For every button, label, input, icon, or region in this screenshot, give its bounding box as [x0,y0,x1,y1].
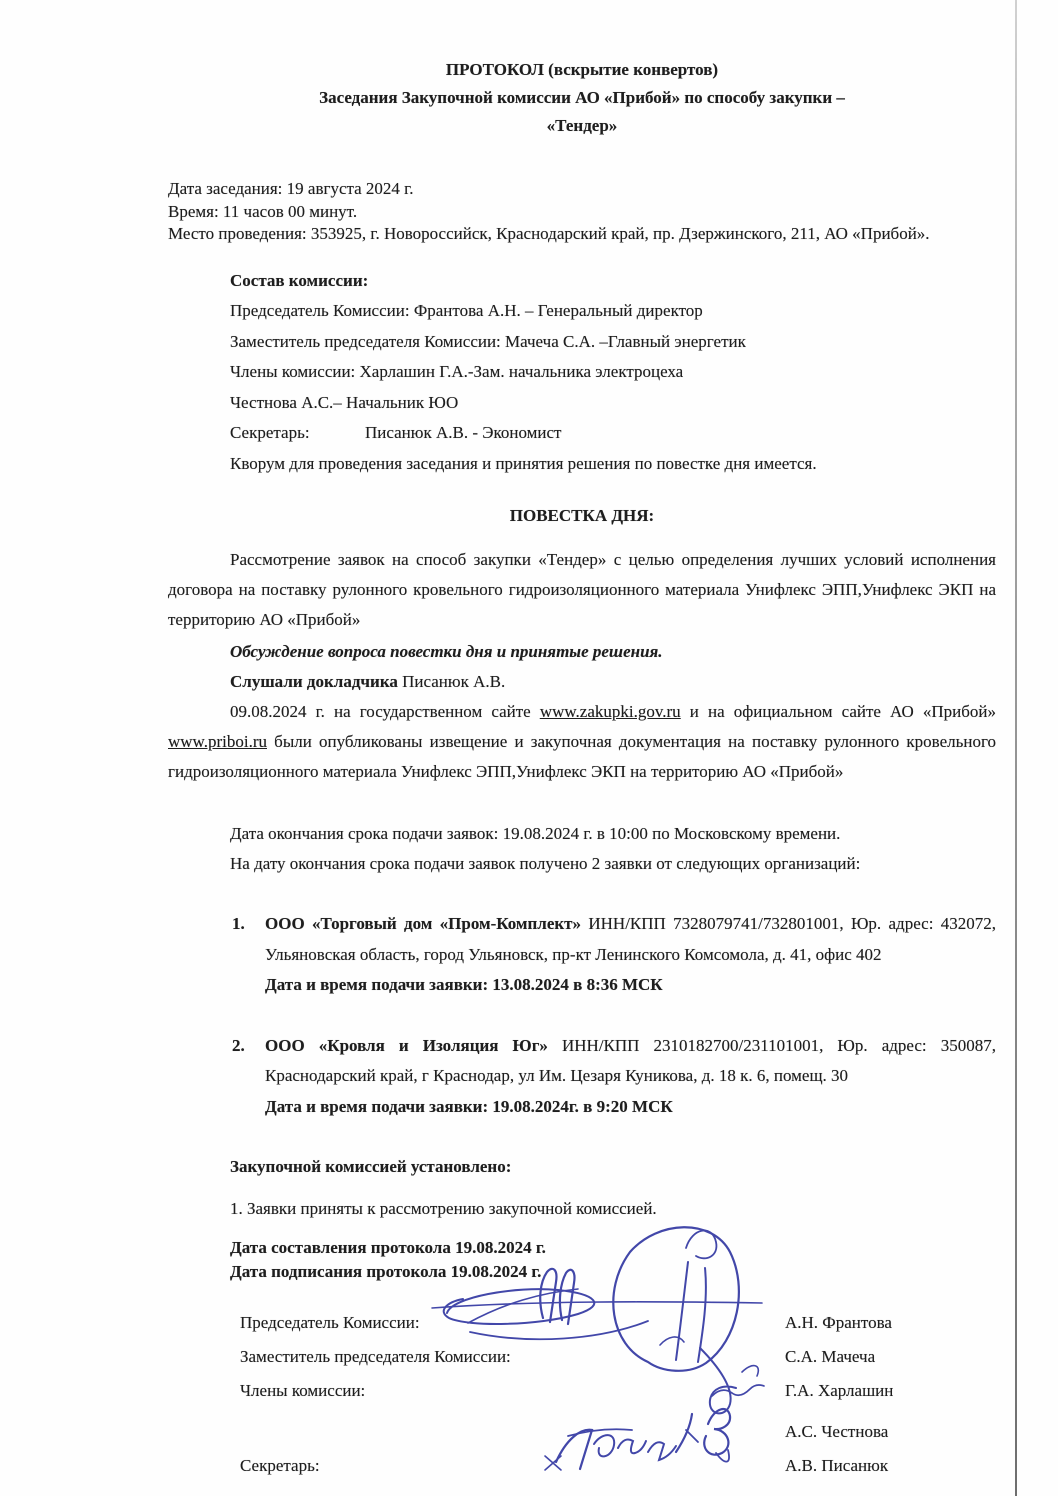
resolution-item-1: 1. Заявки приняты к рассмотрению закупочной комиссией. [230,1199,657,1218]
signature-label: Секретарь: [240,1456,320,1475]
date-signed: Дата подписания протокола 19.08.2024 г. [230,1261,542,1281]
applicant-1-details: ИНН/КПП 7328079741/732801001, Юр. адрес: 432072, Ульяновская область, город Ульяновск, пр-кт Ленинского Комсомола, д. 41, офис 402 [265,914,997,964]
signature-label: Члены комиссии: [240,1381,366,1400]
speaker-line [230,667,996,697]
commission-chairman: Председатель Комиссии: Франтова А.Н. – Генеральный директор [230,301,703,320]
received-line: На дату окончания срока подачи заявок получено 2 заявки от следующих организаций: [230,854,861,873]
commission-member-2: Честнова А.С.– Начальник ЮО [230,392,459,412]
applicant-item-2 [168,1031,996,1123]
deadline-block [230,819,996,879]
meeting-time: Время: 11 часов 00 минут. [168,201,358,221]
title-line-3: «Тендер» [546,116,618,135]
publication-paragraph [168,697,996,787]
deadline-line: Дата окончания срока подачи заявок: 19.08.2024 г. в 10:00 по Московскому времени. [230,824,841,843]
publication-text-2: и на официальном сайте АО «Прибой» [680,702,996,721]
signature-name: А.Н. Франтова [785,1313,892,1332]
signature-label: Председатель Комиссии: [240,1313,420,1332]
applicant-2-number: 2. [232,1035,245,1055]
title-line-1: ПРОТОКОЛ (вскрытие конвертов) [445,60,719,79]
commission-heading: Состав комиссии: [230,270,369,290]
publication-text-3: были опубликованы извещение и закупочная документация на поставку рулонного кровельного гидроизоляционного материала Унифлекс ЭПП,Унифлекс ЭКП на территорию АО «Прибой» [168,732,996,781]
applicants-list [168,909,996,1122]
document-title [168,56,996,140]
applicant-1-number: 1. [232,914,245,933]
signature-row-secretary [240,1452,996,1486]
signature-block [240,1309,996,1486]
commission-members: Члены комиссии: Харлашин Г.А.-Зам. начальника электроцеха [230,362,684,381]
agenda-paragraph: Рассмотрение заявок на способ закупки «Тендер» с целью определения лучших условий исполнения договора на поставку рулонного кровельного гидроизоляционного материала Унифлекс ЭПП,Унифлекс ЭКП на территорию АО «Прибой» [168,550,996,629]
secretary-name: Писанюк А.В. - Экономист [365,423,562,442]
applicant-2-name: ООО «Кровля и Изоляция Юг» [265,1035,548,1055]
date-drafted: Дата составления протокола 19.08.2024 г. [230,1238,546,1257]
applicant-1-name: ООО «Торговый дом «Пром-Комплект» [265,914,582,933]
meeting-date: Дата заседания: 19 августа 2024 г. [168,179,414,198]
signature-row-chairman [240,1309,996,1343]
speaker-name: Писанюк А.В. [397,672,506,691]
commission-secretary-row [230,418,996,449]
applicant-1-body [265,909,996,970]
agenda-heading: ПОВЕСТКА ДНЯ: [509,506,655,525]
applicant-2-submitted: Дата и время подачи заявки: 19.08.2024г. в 9:20 МСК [265,1096,673,1116]
document-content [168,0,996,1486]
zakupki-link: www.zakupki.gov.ru [539,702,681,721]
signature-row-member-2 [240,1418,996,1452]
applicant-item-1 [168,909,996,1001]
meeting-place: Место проведения: 353925, г. Новороссийск, Краснодарский край, пр. Дзержинского, 211, АО «Прибой». [168,224,930,243]
signature-label: Заместитель председателя Комиссии: [240,1347,511,1366]
signature-name: А.С. Честнова [785,1422,889,1441]
applicant-2-body [265,1031,996,1092]
speaker-label: Слушали докладчика [230,672,398,691]
signature-name: С.А. Мачеча [785,1347,876,1366]
scan-edge-line [1015,0,1017,1496]
protocol-dates [230,1236,996,1283]
signature-name: А.В. Писанюк [785,1456,889,1475]
commission-composition [230,266,996,480]
resolution-heading: Закупочной комиссией установлено: [230,1157,512,1176]
discussion-heading: Обсуждение вопроса повестки дня и принятые решения. [230,642,663,661]
secretary-label: Секретарь: [230,423,310,442]
quorum-statement: Кворум для проведения заседания и принятия решения по повестке дня имеется. [230,453,817,473]
signature-name: Г.А. Харлашин [785,1381,894,1400]
meeting-meta [168,178,996,246]
publication-text-1: 09.08.2024 г. на государственном сайте [230,702,540,721]
signature-row-deputy [240,1343,996,1377]
signature-row-members [240,1377,996,1418]
applicant-1-submitted: Дата и время подачи заявки: 13.08.2024 в 8:36 МСК [265,975,663,994]
priboi-link: www.priboi.ru [168,732,267,751]
commission-deputy: Заместитель председателя Комиссии: Мачеча С.А. –Главный энергетик [230,331,746,351]
title-line-2: Заседания Закупочной комиссии АО «Прибой» по способу закупки – [319,88,845,107]
applicant-2-details: ИНН/КПП 2310182700/231101001, Юр. адрес: 350087, Краснодарский край, г Краснодар, ул Им. Цезаря Куникова, д. 18 к. 6, помещ. 30 [265,1035,996,1085]
